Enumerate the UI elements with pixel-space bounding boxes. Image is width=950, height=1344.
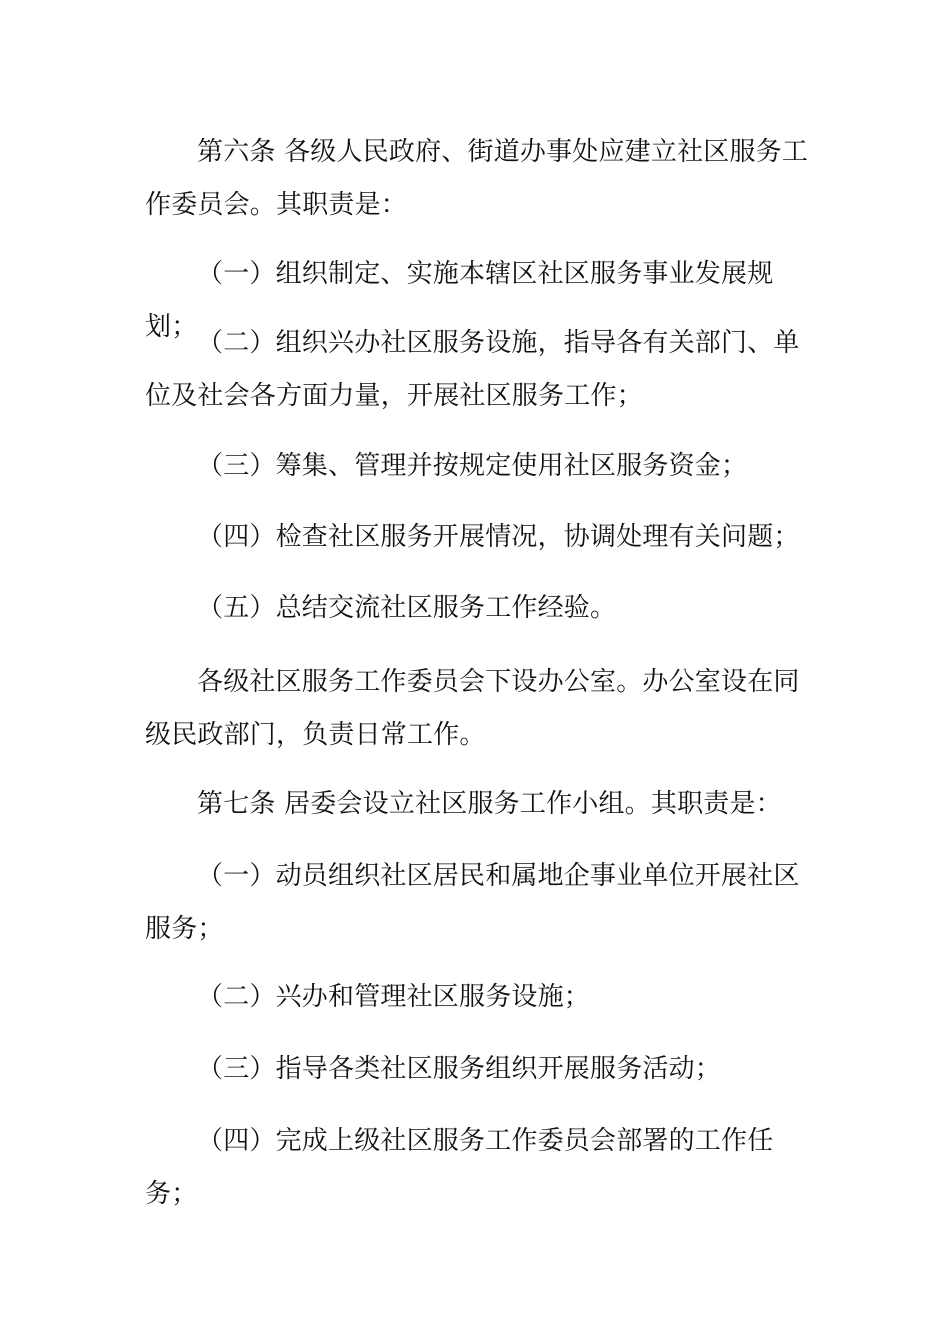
office-paragraph: 各级社区服务工作委员会下设办公室。办公室设在同级民政部门，负责日常工作。 [145,667,800,750]
article-6-item-5: （五）总结交流社区服务工作经验。 [197,593,617,623]
article-6-item-4: （四）检查社区服务开展情况，协调处理有关问题； [197,522,800,552]
article-6-intro: 第六条 各级人民政府、街道办事处应建立社区服务工作委员会。其职责是： [145,137,809,220]
article-6-item-1: （一）组织制定、实施本辖区社区服务事业发展规划； [145,259,774,342]
article-7-item-1: （一）动员组织社区居民和属地企事业单位开展社区服务； [145,861,800,944]
article-7-item-3: （三）指导各类社区服务组织开展服务活动； [197,1054,722,1084]
article-6-item-3: （三）筹集、管理并按规定使用社区服务资金； [197,451,748,481]
article-7-intro: 第七条 居委会设立社区服务工作小组。其职责是： [197,789,782,819]
article-6-item-2: （二）组织兴办社区服务设施，指导各有关部门、单位及社会各方面力量，开展社区服务工作； [145,328,800,411]
article-7-item-2: （二）兴办和管理社区服务设施； [197,982,591,1012]
article-7-item-4: （四）完成上级社区服务工作委员会部署的工作任务； [145,1126,774,1209]
